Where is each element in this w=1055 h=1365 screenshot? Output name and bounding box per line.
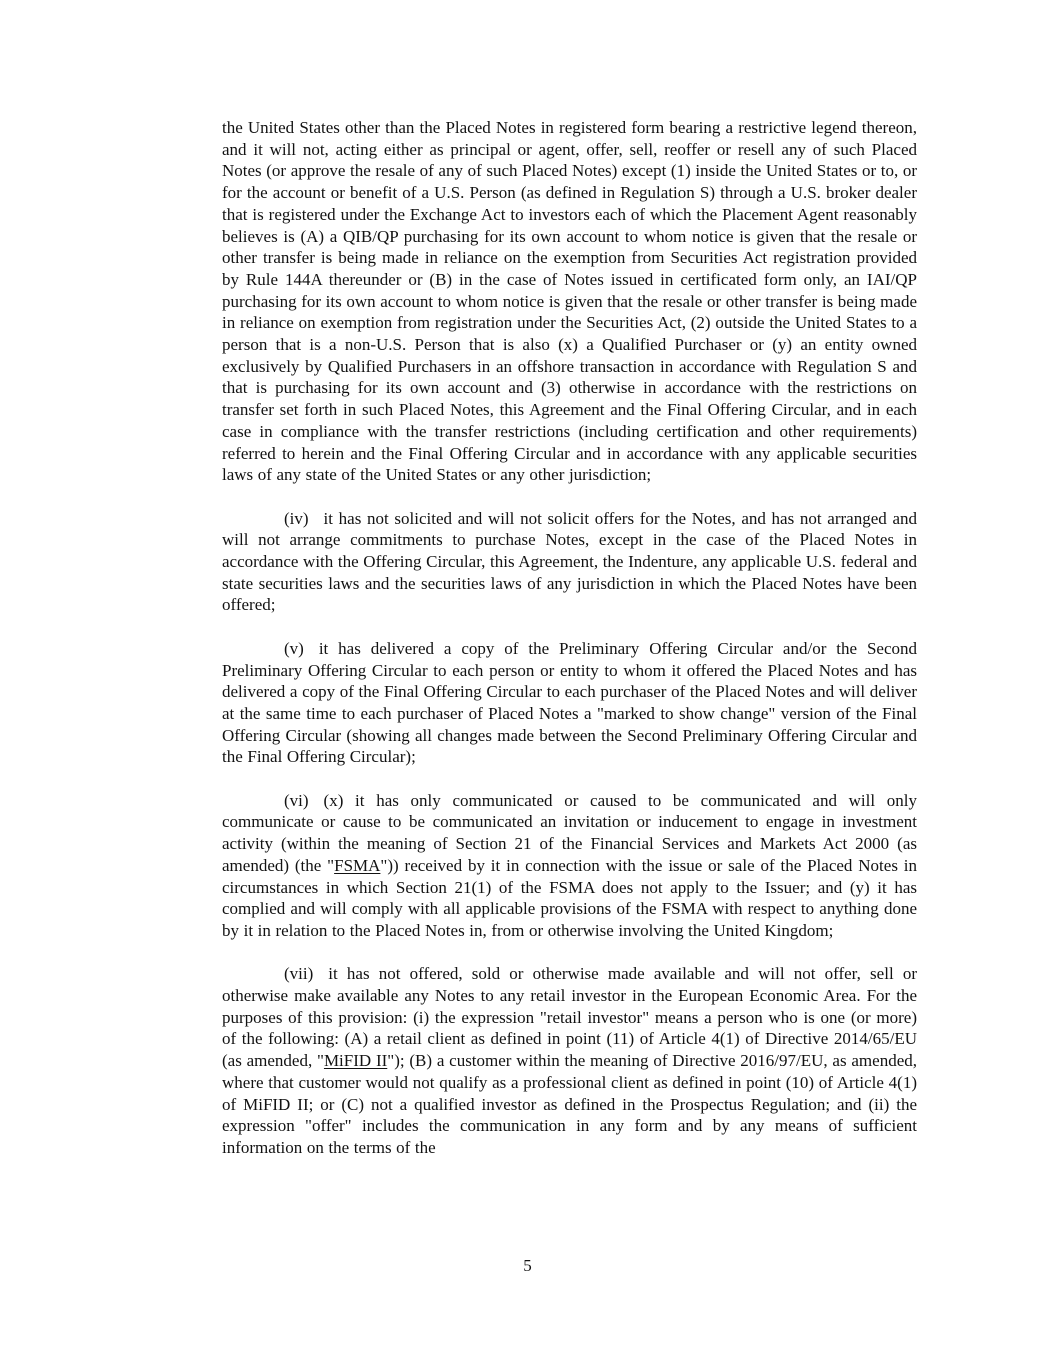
document-body [222,117,917,1159]
list-item-marker: (vii) [284,964,314,984]
text-segment: it has not offered, sold or otherwise made available and will not offer, sell or otherwise make available any Notes to any retail investor in the European Economic Area. For the purposes of this provision: (i) the expression "retail investor" means a person who is one (or more) of the following: (A) a retail client as defined in point (11) of Article 4(1) of Directive 2014/65/EU (as amended, " [222,964,917,1071]
body-paragraph [222,508,917,617]
text-segment: (x) it has only communicated or caused to be communicated and will only communicate or cause to be communicated an invitation or inducement to engage in investment activity (within the meaning of Section 21 of the Financial Services and Markets Act 2000 (as amended) (the " [222,790,917,875]
text-segment: ")) received by it in connection with the issue or sale of the Placed Notes in circumstances in which Section 21(1) of the FSMA does not apply to the Issuer; and (y) it has complied and will comply with all applicable provisions of the FSMA with respect to anything done by it in relation to the Placed Notes in, from or otherwise involving the United Kingdom; [222,855,918,940]
body-paragraph [222,963,917,1158]
underlined-defined-term: FSMA [334,855,381,875]
body-paragraph [222,638,917,768]
text-segment: the United States other than the Placed Notes in registered form bearing a restrictive legend thereon, and it will not, acting either as principal or agent, offer, sell, reoffer or resell any of such Placed Notes (or approve the resale of any of such Placed Notes) except (1) inside the United States or to, or for the account or benefit of a U.S. Person (as defined in Regulation S) through a U.S. broker dealer that is registered under the Exchange Act to investors each of which the Placement Agent reasonably believes is (A) a QIB/QP purchasing for its own account to whom notice is given that the resale or other transfer is being made in reliance on the exemption from Securities Act registration provided by Rule 144A thereunder or (B) in the case of Notes issued in certificated form only, an IAI/QP purchasing for its own account to whom notice is given that the resale or other transfer is being made in reliance on exemption from registration under the Securities Act, (2) outside the United States to a person that is a non-U.S. Person that is also (x) a Qualified Purchaser or (y) an entity owned exclusively by Qualified Purchasers in an offshore transaction in accordance with Regulation S and that is purchasing for its own account and (3) otherwise in accordance with the restrictions on transfer set forth in such Placed Notes, this Agreement and the Final Offering Circular, and in each case in compliance with the transfer restrictions (including certification and other requirements) referred to herein and the Final Offering Circular and in accordance with any applicable securities laws of any state of the United States or any other jurisdiction; [222,118,917,485]
body-paragraph [222,117,917,486]
body-paragraph [222,790,917,942]
page-number: 5 [523,1256,532,1275]
list-item-marker: (iv) [284,508,309,528]
text-segment: it has not solicited and will not solicit offers for the Notes, and has not arranged and will not arrange commitments to purchase Notes, except in the case of the Placed Notes in accordance with the Offering Circular, this Agreement, the Indenture, any applicable U.S. federal and state securities laws and the securities laws of any jurisdiction in which the Placed Notes have been offered; [222,508,917,615]
text-segment: it has delivered a copy of the Preliminary Offering Circular and/or the Second Preliminary Offering Circular to each person or entity to whom it offered the Placed Notes and has delivered a copy of the Final Offering Circular to each purchaser of the Placed Notes and will deliver at the same time to each purchaser of Placed Notes a "marked to show change" version of the Final Offering Circular (showing all changes made between the Second Preliminary Offering Circular and the Final Offering Circular); [222,638,917,767]
text-segment: "); (B) a customer within the meaning of Directive 2016/97/EU, as amended, where that customer would not qualify as a professional client as defined in point (10) of Article 4(1) of MiFID II; or (C) not a qualified investor as defined in the Prospectus Regulation; and (ii) the expression "offer" includes the communication in any form and by any means of sufficient information on the terms of the [222,1051,917,1157]
list-item-marker: (vi) [284,790,309,810]
underlined-defined-term: MiFID II [323,1051,388,1071]
list-item-marker: (v) [284,638,304,658]
